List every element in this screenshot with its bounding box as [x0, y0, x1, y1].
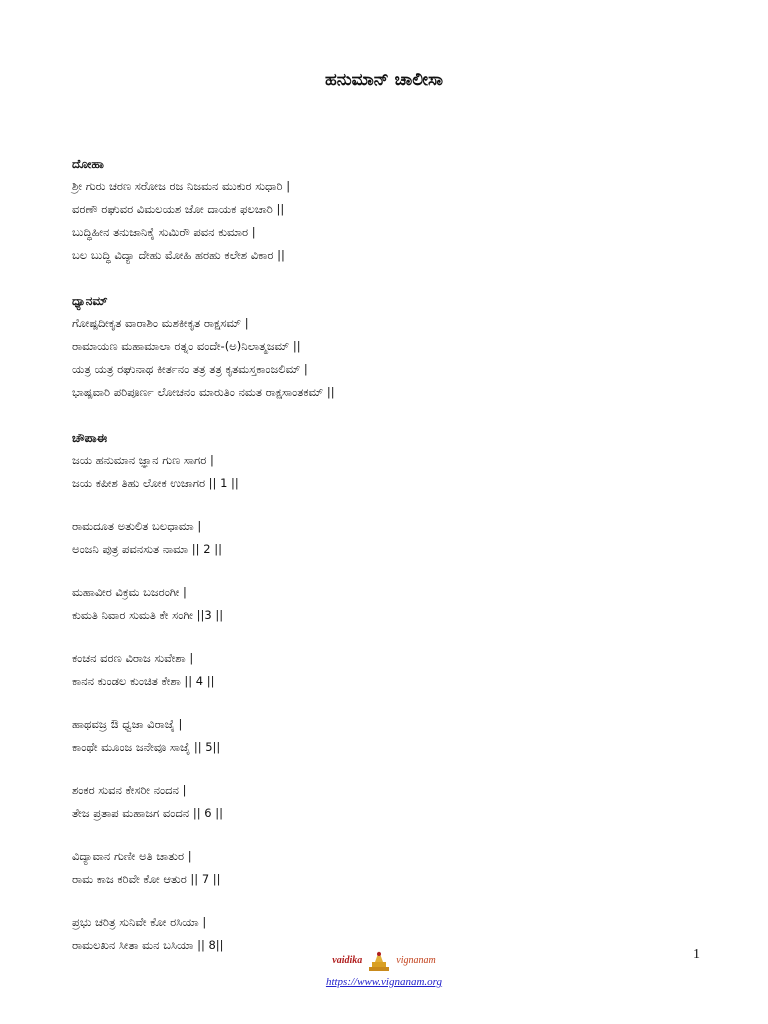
dhyanam-line: ರಾಮಾಯಣ ಮಹಾಮಾಲಾ ರತ್ನಂ ವಂದೇ-(ಅ)ನಿಲಾತ್ಮಜಮ್ ||: [72, 339, 301, 353]
chaupai-line: ಶಂಕರ ಸುವನ ಕೇಸರೀ ನಂದನ |: [72, 783, 187, 797]
page-title: ಹನುಮಾನ್ ಚಾಲೀಸಾ: [324, 70, 444, 90]
footer: [0, 948, 768, 988]
chaupai-line: ರಾಮ ಕಾಜ ಕರಿವೇ ಕೋ ಆತುರ || 7 ||: [72, 872, 221, 886]
chaupai-section: [72, 428, 712, 957]
chaupai-line: ಕಾಂಥೇ ಮೂಂಜ ಜನೇವೂ ಸಾಜೈ || 5||: [72, 740, 221, 754]
logo-text-vignanam: vignanam: [396, 955, 436, 966]
dhyanam-heading: ಧ್ಯಾನಮ್: [72, 294, 108, 308]
logo-text-vaidika: vaidika: [332, 955, 363, 966]
doha-line: ಬಲ ಬುದ್ಧಿ ವಿದ್ಯಾ ದೇಹು ಮೋಹಿ ಹರಹು ಕಲೇಶ ವಿಕಾರ ||: [72, 248, 285, 262]
chaupai-verse: [72, 713, 712, 759]
chaupai-verse: [72, 449, 712, 495]
chaupai-line: ರಾಮಲಖನ ಸೀತಾ ಮನ ಬಸಿಯಾ || 8||: [72, 938, 224, 952]
chaupai-verse: [72, 845, 712, 891]
temple-icon: [366, 950, 392, 972]
chaupai-line: ರಾಮದೂತ ಅತುಲಿತ ಬಲಧಾಮಾ |: [72, 519, 202, 533]
dhyanam-line: ಭಾಷ್ಪವಾರಿ ಪರಿಪೂರ್ಣ ಲೋಚನಂ ಮಾರುತಿಂ ನಮತ ರಾಕ್ಷಸಾಂತಕಮ್ ||: [72, 385, 335, 399]
chaupai-verse: [72, 581, 712, 627]
document-body: [72, 154, 712, 977]
doha-line: ವರಣೌ ರಘುವರ ವಿಮಲಯಶ ಜೋ ದಾಯಕ ಫಲಚಾರಿ ||: [72, 202, 285, 216]
chaupai-line: ವಿದ್ಯಾವಾನ ಗುಣೀ ಅತಿ ಚಾತುರ |: [72, 849, 192, 863]
chaupai-line: ಕಾನನ ಕುಂಡಲ ಕುಂಚಿತ ಕೇಶಾ || 4 ||: [72, 674, 215, 688]
dhyanam-section: [72, 291, 712, 404]
page-number: 1: [693, 947, 700, 962]
chaupai-line: ಪ್ರಭು ಚರಿತ್ರ ಸುನಿವೇ ಕೋ ರಸಿಯಾ |: [72, 915, 207, 929]
chaupai-line: ಅಂಜನಿ ಪುತ್ರ ಪವನಸುತ ನಾಮಾ || 2 ||: [72, 542, 222, 556]
doha-heading: ದೋಹಾ: [72, 157, 104, 171]
chaupai-line: ಮಹಾವೀರ ವಿಕ್ರಮ ಬಜರಂಗೀ |: [72, 585, 187, 599]
chaupai-verse: [72, 515, 712, 561]
chaupai-line: ತೇಜ ಪ್ರತಾಪ ಮಹಾಜಗ ವಂದನ || 6 ||: [72, 806, 223, 820]
doha-line: ಶ್ರೀ ಗುರು ಚರಣ ಸರೋಜ ರಜ ನಿಜಮನ ಮುಕುರ ಸುಧಾರಿ |: [72, 179, 291, 193]
chaupai-line: ಕಂಚನ ವರಣ ವಿರಾಜ ಸುವೇಶಾ |: [72, 651, 194, 665]
chaupai-line: ಜಯ ಕಪೀಶ ತಿಹು ಲೋಕ ಉಜಾಗರ || 1 ||: [72, 476, 239, 490]
doha-line: ಬುದ್ಧಿಹೀನ ತನುಜಾನಿಕೈ ಸುಮಿರೌ ಪವನ ಕುಮಾರ |: [72, 225, 256, 239]
chaupai-line: ಹಾಥವಜ್ರ ಔ ಧ್ವಜಾ ವಿರಾಜೈ |: [72, 717, 183, 731]
dhyanam-line: ಯತ್ರ ಯತ್ರ ರಘುನಾಥ ಕೀರ್ತನಂ ತತ್ರ ತತ್ರ ಕೃತಮಸ್ತಕಾಂಜಲಿಮ್ |: [72, 362, 308, 376]
website-link[interactable]: https://www.vignanam.org: [325, 975, 443, 988]
chaupai-line: ಜಯ ಹನುಮಾನ ಜ್ಞಾನ ಗುಣ ಸಾಗರ |: [72, 453, 214, 467]
vignanam-logo: [332, 950, 435, 972]
dhyanam-line: ಗೋಷ್ಪದೀಕೃತ ವಾರಾಶಿಂ ಮಶಕೀಕೃತ ರಾಕ್ಷಸಮ್ |: [72, 316, 249, 330]
chaupai-heading: ಚೌಪಾಈ: [72, 431, 108, 445]
chaupai-verse: [72, 779, 712, 825]
chaupai-verse: [72, 647, 712, 693]
chaupai-line: ಕುಮತಿ ನಿವಾರ ಸುಮತಿ ಕೇ ಸಂಗೀ ||3 ||: [72, 608, 224, 622]
doha-section: [72, 154, 712, 267]
